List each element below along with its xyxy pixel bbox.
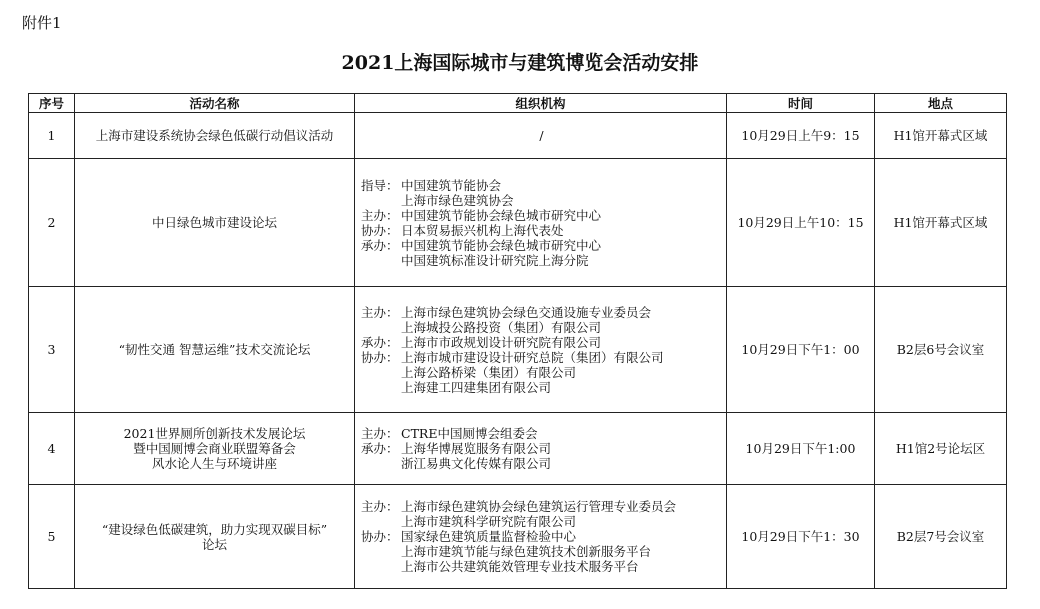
- organizer-line: [361, 380, 722, 395]
- organizer-role: [361, 320, 401, 335]
- organizer-role: [361, 559, 401, 574]
- time-cell: 10月29日下午1：00: [727, 287, 875, 413]
- place-cell: H1馆开幕式区域: [875, 113, 1007, 159]
- header-activity-name: 活动名称: [75, 94, 355, 113]
- activity-name-cell: [75, 113, 355, 159]
- table-body: [29, 113, 1007, 589]
- organizer-name: 上海华博展览服务有限公司: [401, 441, 552, 456]
- organizer-name: 上海市绿色建筑协会绿色交通设施专业委员会: [401, 304, 652, 320]
- activity-name-cell: [75, 287, 355, 413]
- activity-name-line: 风水论人生与环境讲座: [151, 456, 277, 471]
- row-number: 4: [29, 413, 75, 485]
- organizer-role: 协办：: [361, 529, 399, 544]
- place-cell: B2层6号会议室: [875, 287, 1007, 413]
- organizer-role: [361, 365, 401, 380]
- row-number: 5: [29, 485, 75, 589]
- organizer-line: [361, 320, 722, 335]
- header-time: 时间: [727, 94, 875, 113]
- organizer-name: 上海公路桥梁（集团）有限公司: [401, 364, 577, 380]
- row-number: 1: [29, 113, 75, 159]
- table-row: [29, 159, 1007, 287]
- place-cell: H1馆开幕式区域: [875, 159, 1007, 287]
- schedule-table: [28, 93, 1007, 589]
- organizer-name: 中国建筑节能协会绿色城市研究中心: [401, 207, 602, 223]
- activity-name-line: “建设绿色低碳建筑，助力实现双碳目标”: [101, 521, 328, 537]
- time-cell: 10月29日下午1:00: [727, 413, 875, 485]
- organizer-line: [361, 426, 722, 441]
- organizer-name: 上海市绿色建筑协会: [401, 192, 514, 208]
- organizer-role: 主办：: [361, 426, 399, 441]
- time-cell: 10月29日下午1：30: [727, 485, 875, 589]
- organizer-line: [361, 253, 722, 268]
- organizer-line: [361, 178, 722, 193]
- organizer-role: 协办：: [361, 222, 399, 238]
- organizer-role: 主办：: [361, 304, 399, 320]
- activity-name-line: 2021世界厕所创新技术发展论坛: [123, 426, 306, 441]
- organizer-name: 中国建筑标准设计研究院上海分院: [401, 252, 589, 268]
- organizer-role: 承办：: [361, 334, 399, 350]
- header-organizer: 组织机构: [355, 94, 727, 113]
- organizer-role: [361, 253, 401, 268]
- organizer-cell: [355, 287, 727, 413]
- organizer-name: 国家绿色建筑质量监督检验中心: [401, 529, 577, 544]
- activity-name-line: 中日绿色城市建设论坛: [151, 215, 277, 230]
- table-header-row: [29, 94, 1007, 113]
- activity-name-line: 论坛: [201, 536, 227, 552]
- organizer-line: [361, 559, 722, 574]
- organizer-line: [361, 365, 722, 380]
- time-cell: 10月29日上午10：15: [727, 159, 875, 287]
- table-row: [29, 413, 1007, 485]
- organizer-line: [361, 238, 722, 253]
- organizer-role: [361, 514, 401, 529]
- activity-name-cell: [75, 485, 355, 589]
- organizer-line: [361, 223, 722, 238]
- activity-name-cell: [75, 413, 355, 485]
- organizer-role: [361, 544, 401, 559]
- document-title: 2021上海国际城市与建筑博览会活动安排: [341, 52, 699, 74]
- organizer-name: 中国建筑节能协会: [401, 177, 502, 193]
- organizer-role: 主办：: [361, 499, 399, 514]
- organizer-role: 承办：: [361, 441, 399, 456]
- organizer-role: 指导：: [361, 177, 399, 193]
- organizer-line: [361, 514, 722, 529]
- organizer-name: 日本贸易振兴机构上海代表处: [401, 222, 564, 238]
- organizer-name: 浙江易典文化传媒有限公司: [401, 456, 552, 471]
- organizer-line: [361, 529, 722, 544]
- organizer-name: 上海市建筑科学研究院有限公司: [401, 514, 577, 529]
- organizer-name: 上海市建筑节能与绿色建筑技术创新服务平台: [401, 544, 652, 559]
- organizer-role: 承办：: [361, 237, 399, 253]
- header-place: 地点: [875, 94, 1007, 113]
- organizer-role: 协办：: [361, 349, 399, 365]
- organizer-name: 中国建筑节能协会绿色城市研究中心: [401, 237, 602, 253]
- organizer-line: [361, 441, 722, 456]
- organizer-role: [361, 193, 401, 208]
- organizer-cell: [355, 485, 727, 589]
- organizer-name: 上海城投公路投资（集团）有限公司: [401, 319, 602, 335]
- organizer-line: [361, 193, 722, 208]
- organizer-cell: [355, 413, 727, 485]
- activity-name-line: “韧性交通 智慧运维”技术交流论坛: [118, 342, 311, 357]
- organizer-line: [361, 456, 722, 471]
- organizer-role: [361, 380, 401, 395]
- organizer-line: [361, 499, 722, 514]
- organizer-line: [361, 335, 722, 350]
- row-number: 3: [29, 287, 75, 413]
- organizer-cell: [355, 113, 727, 159]
- activity-name-line: 暨中国厕博会商业联盟筹备会: [133, 441, 296, 456]
- table-row: [29, 485, 1007, 589]
- attachment-label: 附件1: [22, 14, 62, 32]
- place-cell: B2层7号会议室: [875, 485, 1007, 589]
- organizer-name: 上海市绿色建筑协会绿色建筑运行管理专业委员会: [401, 499, 677, 514]
- activity-name-line: 上海市建设系统协会绿色低碳行动倡议活动: [95, 128, 334, 143]
- activity-name-cell: [75, 159, 355, 287]
- organizer-name: 上海市公共建筑能效管理专业技术服务平台: [401, 559, 639, 574]
- place-cell: H1馆2号论坛区: [875, 413, 1007, 485]
- time-cell: 10月29日上午9：15: [727, 113, 875, 159]
- organizer-name: 上海建工四建集团有限公司: [401, 379, 552, 395]
- table-row: [29, 113, 1007, 159]
- organizer-line: [361, 544, 722, 559]
- organizer-name: 上海市城市建设设计研究总院（集团）有限公司: [401, 349, 664, 365]
- table-row: [29, 287, 1007, 413]
- organizer-line: [361, 208, 722, 223]
- organizer-cell: [355, 159, 727, 287]
- organizer-placeholder: /: [539, 128, 544, 143]
- organizer-name: 上海市市政规划设计研究院有限公司: [401, 334, 602, 350]
- organizer-line: [361, 350, 722, 365]
- organizer-role: [361, 456, 401, 471]
- organizer-role: 主办：: [361, 207, 399, 223]
- header-no: 序号: [29, 94, 75, 113]
- row-number: 2: [29, 159, 75, 287]
- organizer-line: [361, 305, 722, 320]
- organizer-name: CTRE中国厕博会组委会: [401, 426, 538, 441]
